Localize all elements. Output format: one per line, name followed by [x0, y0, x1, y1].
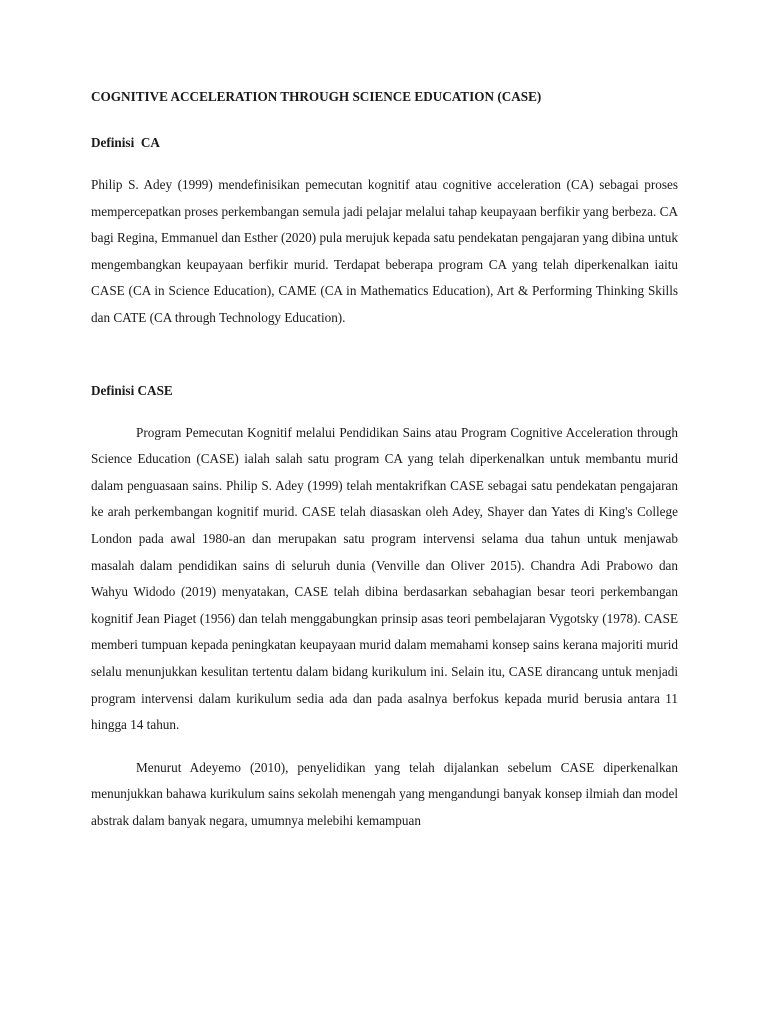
paragraph-adeyemo: Menurut Adeyemo (2010), penyelidikan yang telah dijalankan sebelum CASE diperkenalkan menunjukkan bahawa kurikulum sains sekolah menengah yang mengandungi banyak konsep ilmiah dan model abstrak dalam banyak negara, umumnya melebihi kemampuan	[91, 759, 678, 828]
paragraph-definisi-ca: Philip S. Adey (1999) mendefinisikan pemecutan kognitif atau cognitive acceleration (CA) sebagai proses mempercepatkan proses perkembangan semula jadi pelajar melalui tahap keupayaan berfikir yang berbeza. CA bagi Regina, Emmanuel dan Esther (2020) pula merujuk kepada satu pendekatan pengajaran yang dibina untuk mengembangkan keupayaan berfikir murid. Terdapat beberapa program CA yang telah diperkenalkan iaitu CASE (CA in Science Education), CAME (CA in Mathematics Education), Art & Performing Thinking Skills dan CATE (CA through Technology Education).	[91, 177, 678, 325]
section-heading-definisi-ca: Definisi CA	[91, 135, 160, 150]
section-heading-definisi-case: Definisi CASE	[91, 382, 173, 398]
document-title: COGNITIVE ACCELERATION THROUGH SCIENCE EDUCATION (CASE)	[91, 89, 542, 104]
document-page	[91, 84, 678, 834]
paragraph-definisi-case: Program Pemecutan Kognitif melalui Pendidikan Sains atau Program Cognitive Acceleration through Science Education (CASE) ialah salah satu program CA yang telah diperkenalkan untuk membantu murid dalam penguasaan sains. Philip S. Adey (1999) telah mentakrifkan CASE sebagai satu pendekatan pengajaran ke arah perkembangan kognitif murid. CASE telah diasaskan oleh Adey, Shayer dan Yates di King's College London pada awal 1980-an dan merupakan satu program intervensi selama dua tahun untuk menjawab masalah dalam pendidikan sains di seluruh dunia (Venville dan Oliver 2015). Chandra Adi Prabowo dan Wahyu Widodo (2019) menyatakan, CASE telah dibina berdasarkan sebahagian besar teori perkembangan kognitif Jean Piaget (1956) dan telah menggabungkan prinsip asas teori pembelajaran Vygotsky (1978). CASE memberi tumpuan kepada peningkatan keupayaan murid dalam memahami konsep sains kerana majoriti murid selalu menunjukkan kesulitan tertentu dalam bidang kurikulum ini. Selain itu, CASE dirancang untuk menjadi program intervensi dalam kurikulum sedia ada dan pada asalnya berfokus kepada murid berusia antara 11 hingga 14 tahun.	[91, 424, 678, 733]
